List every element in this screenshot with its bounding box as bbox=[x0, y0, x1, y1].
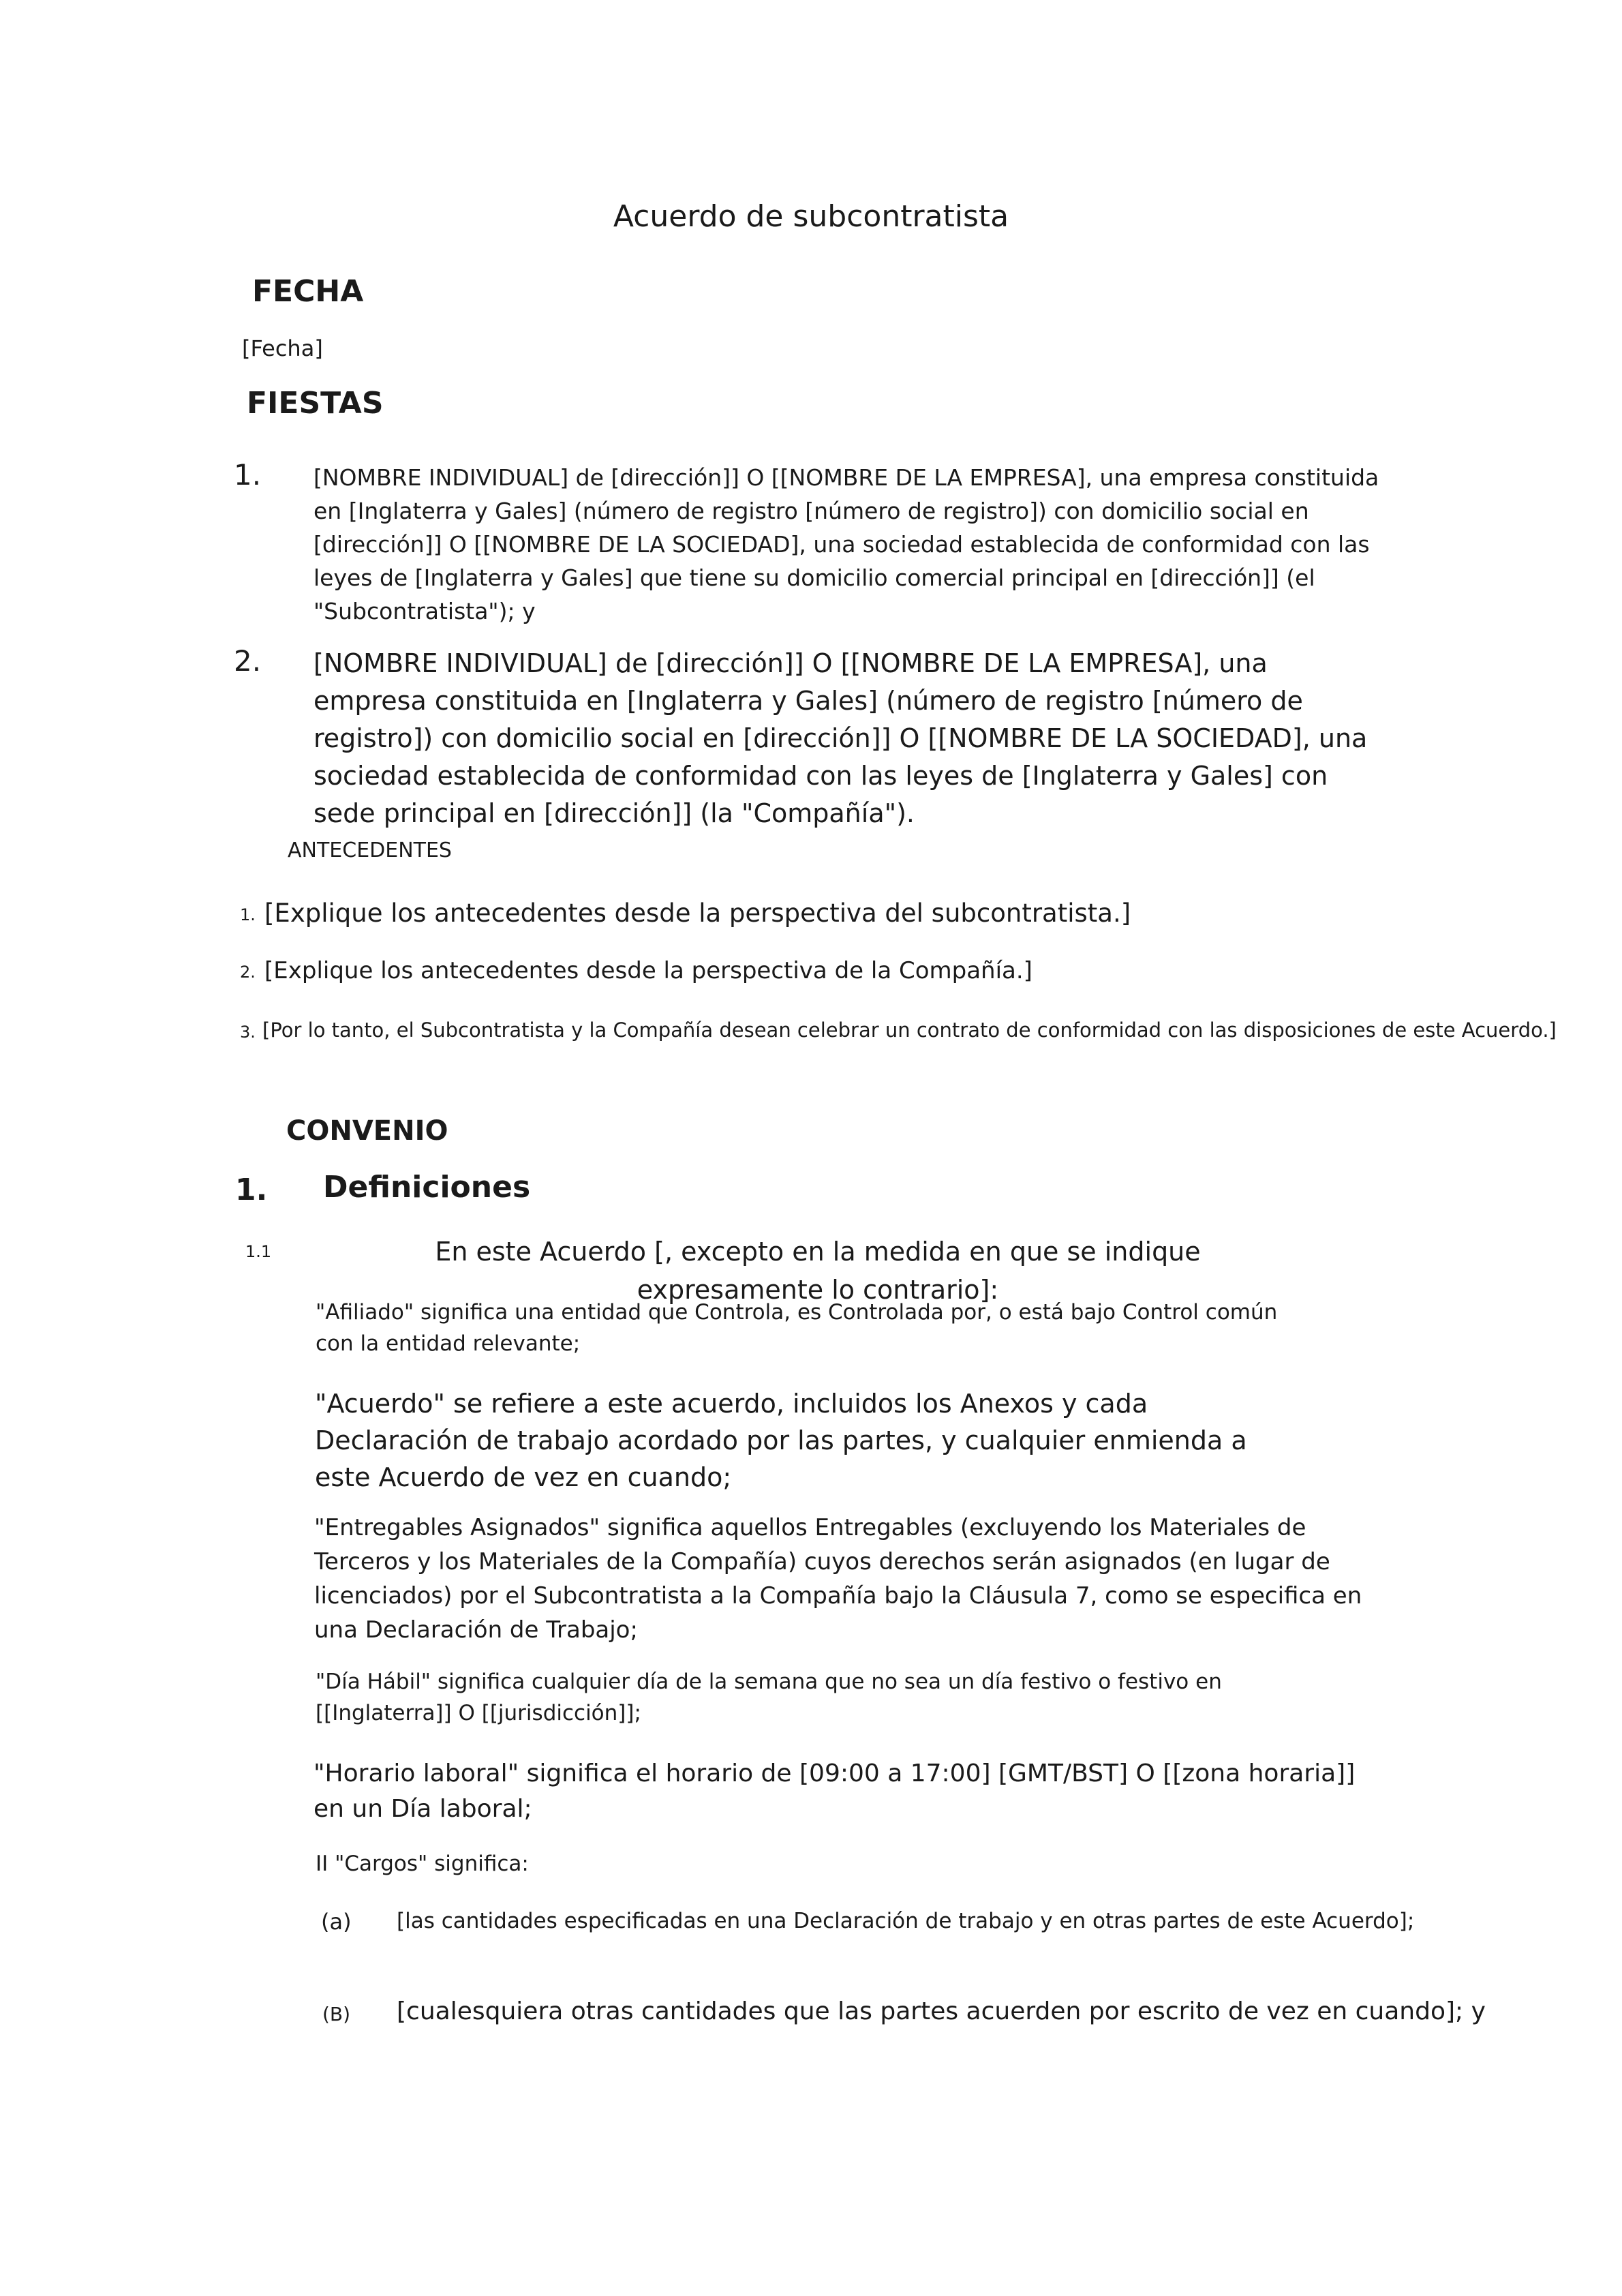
sub-item-label: (B) bbox=[322, 2003, 351, 2025]
section-title: Definiciones bbox=[323, 1170, 531, 1205]
definition-item: "Entregables Asignados" significa aquellos Entregables (excluyendo los Materiales de Terceros y los Materiales de la Compañía) cuyos derechos serán asignados (en lugar de licenciados) por el Subcontratista a la Compañía bajo la Cláusula 7, como se especifica en una Declaración de Trabajo; bbox=[314, 1514, 1362, 1644]
clause-number: 1.1 bbox=[245, 1242, 272, 1261]
party-number: 2. bbox=[234, 644, 262, 678]
definition-item: "Acuerdo" se refiere a este acuerdo, incluidos los Anexos y cada Declaración de trabajo acordado por las partes, y cualquier enmienda a este Acuerdo de vez en cuando; bbox=[315, 1389, 1247, 1492]
sub-item-label: (a) bbox=[321, 1909, 352, 1935]
definition-item: II "Cargos" significa: bbox=[316, 1852, 529, 1876]
section-number: 1. bbox=[235, 1173, 268, 1207]
party-number: 1. bbox=[234, 458, 262, 492]
background-text: [Explique los antecedentes desde la perspectiva del subcontratista.] bbox=[264, 898, 1131, 928]
sub-item-text: [cualesquiera otras cantidades que las partes acuerden por escrito de vez en cuando]; y bbox=[397, 1997, 1486, 2025]
background-text: [Explique los antecedentes desde la perspectiva de la Compañía.] bbox=[264, 957, 1032, 984]
clause-intro: En este Acuerdo [, excepto en la medida en que se indique expresamente lo contrario]: bbox=[435, 1237, 1201, 1305]
fecha-heading: FECHA bbox=[252, 274, 364, 309]
convenio-heading: CONVENIO bbox=[286, 1115, 448, 1147]
background-number: 1. bbox=[240, 905, 256, 924]
party-text: [NOMBRE INDIVIDUAL] de [dirección]] O [[NOMBRE DE LA EMPRESA], una empresa constituida en [Inglaterra y Gales] (número de registro [número de registro]) con domicilio social en [dirección]] O [[NOMBRE DE LA SOCIEDAD], una sociedad establecida de conformidad con las leyes de [Inglaterra y Gales] con sede principal en [dirección]] (la "Compañía"). bbox=[313, 648, 1368, 828]
fiestas-heading: FIESTAS bbox=[247, 386, 384, 421]
antecedentes-heading: ANTECEDENTES bbox=[288, 839, 452, 862]
background-number: 2. bbox=[240, 963, 256, 982]
document-title: Acuerdo de subcontratista bbox=[613, 199, 1009, 234]
definition-item: "Afiliado" significa una entidad que Controla, es Controlada por, o está bajo Control común con la entidad relevante; bbox=[316, 1300, 1278, 1356]
background-number: 3. bbox=[240, 1023, 256, 1042]
background-text: [Por lo tanto, el Subcontratista y la Compañía desean celebrar un contrato de conformidad con las disposiciones de este Acuerdo.] bbox=[262, 1018, 1557, 1042]
party-text: [NOMBRE INDIVIDUAL] de [dirección]] O [[NOMBRE DE LA EMPRESA], una empresa constituida en [Inglaterra y Gales] (número de registro [número de registro]) con domicilio social en [dirección]] O [[NOMBRE DE LA SOCIEDAD], una sociedad establecida de conformidad con las leyes de [Inglaterra y Gales] que tiene su domicilio comercial principal en [dirección]] (el "Subcontratista"); y bbox=[313, 464, 1379, 624]
definition-item: "Día Hábil" significa cualquier día de la semana que no sea un día festivo o festivo en [[Inglaterra]] O [[jurisdicción]]; bbox=[316, 1670, 1222, 1725]
definition-item: "Horario laboral" significa el horario de [09:00 a 17:00] [GMT/BST] O [[zona horaria]] en un Día laboral; bbox=[313, 1759, 1356, 1823]
fecha-value: [Fecha] bbox=[242, 335, 323, 361]
sub-item-text: [las cantidades especificadas en una Declaración de trabajo y en otras partes de este Acuerdo]; bbox=[397, 1909, 1415, 1933]
